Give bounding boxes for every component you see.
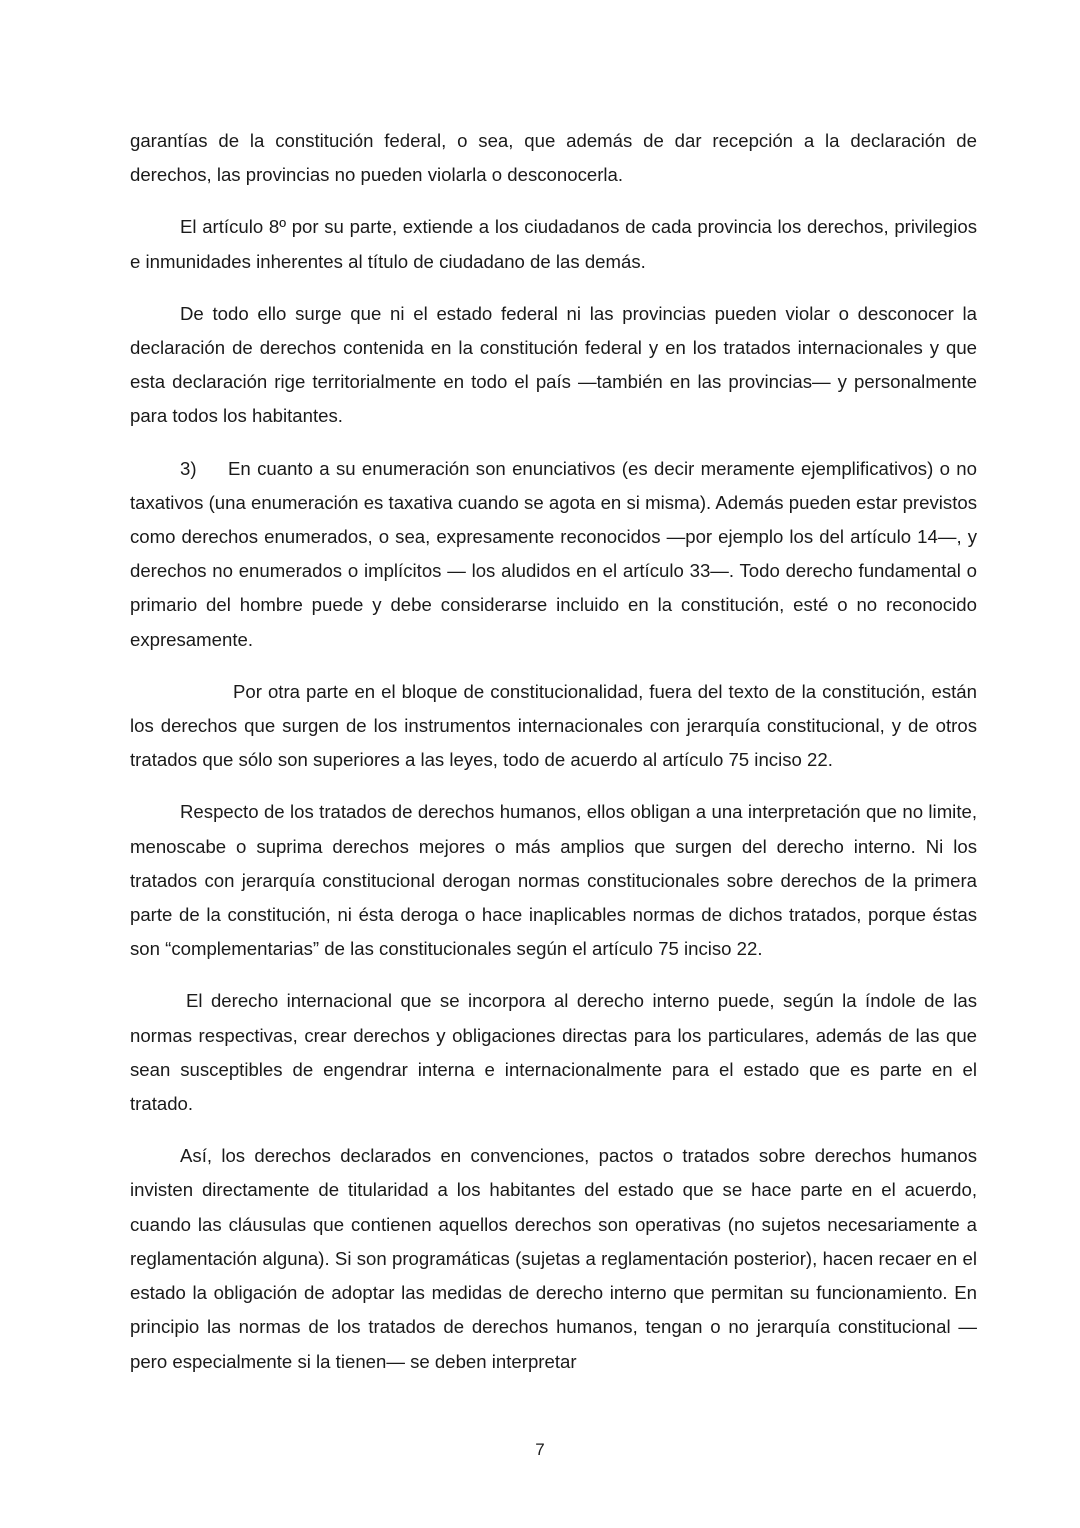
paragraph-numbered-3 (130, 452, 977, 657)
document-body (130, 124, 977, 1397)
paragraph-derecho-internacional: El derecho internacional que se incorpora al derecho interno puede, según la índole de las normas respectivas, crear derechos y obligaciones directas para los particulares, además de las que sean susceptibles de engendrar interna e internacionalmente para el estado que es parte en el tratado. (130, 990, 977, 1115)
paragraph-article-8: El artículo 8º por su parte, extiende a los ciudadanos de cada provincia los derechos, privilegios e inmunidades inherentes al título de ciudadano de las demás. (130, 216, 977, 272)
paragraph-derechos-declarados: Así, los derechos declarados en convenciones, pactos o tratados sobre derechos humanos invisten directamente de titularidad a los habitantes del estado que se hace parte en el acuerdo, cuando las cláusulas que contienen aquellos derechos son operativas (no sujetos necesariamente a reglamentación alguna). Si son programáticas (sujetas a reglamentación posterior), hacen recaer en el estado la obligación de adoptar las medidas de derecho interno que permitan su funcionamiento. En principio las normas de los tratados de derechos humanos, tengan o no jerarquía constitucional —pero especialmente si la tienen— se deben interpretar (130, 1145, 977, 1372)
page-number: 7 (535, 1440, 545, 1459)
list-item-text: En cuanto a su enumeración son enunciativos (es decir meramente ejemplificativos) o no taxativos (una enumeración es taxativa cuando se agota en si misma). Además pueden estar previstos como derechos enumerados, o sea, expresamente reconocidos —por ejemplo los del artículo 14—, y derechos no enumerados o implícitos — los aludidos en el artículo 33—. Todo derecho fundamental o primario del hombre puede y debe considerarse incluido en la constitución, esté o no reconocido expresamente. (130, 457, 977, 650)
paragraph-conclusion: De todo ello surge que ni el estado federal ni las provincias pueden violar o desconocer la declaración de derechos contenida en la constitución federal y en los tratados internacionales y que esta declaración rige territorialmente en todo el país —también en las provincias— y personalmente para todos los habitantes. (130, 302, 977, 427)
list-number: 3) (180, 457, 197, 479)
paragraph-continuation: garantías de la constitución federal, o sea, que además de dar recepción a la declaración de derechos, las provincias no pueden violarla o desconocerla. (130, 130, 977, 186)
paragraph-bloque-constitucionalidad: Por otra parte en el bloque de constitucionalidad, fuera del texto de la constitución, están los derechos que surgen de los instrumentos internacionales con jerarquía constitucional, y de otros tratados que sólo son superiores a las leyes, todo de acuerdo al artículo 75 inciso 22. (130, 680, 977, 771)
paragraph-tratados-derechos-humanos: Respecto de los tratados de derechos humanos, ellos obligan a una interpretación que no limite, menoscabe o suprima derechos mejores o más amplios que surgen del derecho interno. Ni los tratados con jerarquía constitucional derogan normas constitucionales sobre derechos de la primera parte de la constitución, ni ésta deroga o hace inaplicables normas de dichos tratados, porque éstas son “complementarias” de las constitucionales según el artículo 75 inciso 22. (130, 801, 977, 960)
